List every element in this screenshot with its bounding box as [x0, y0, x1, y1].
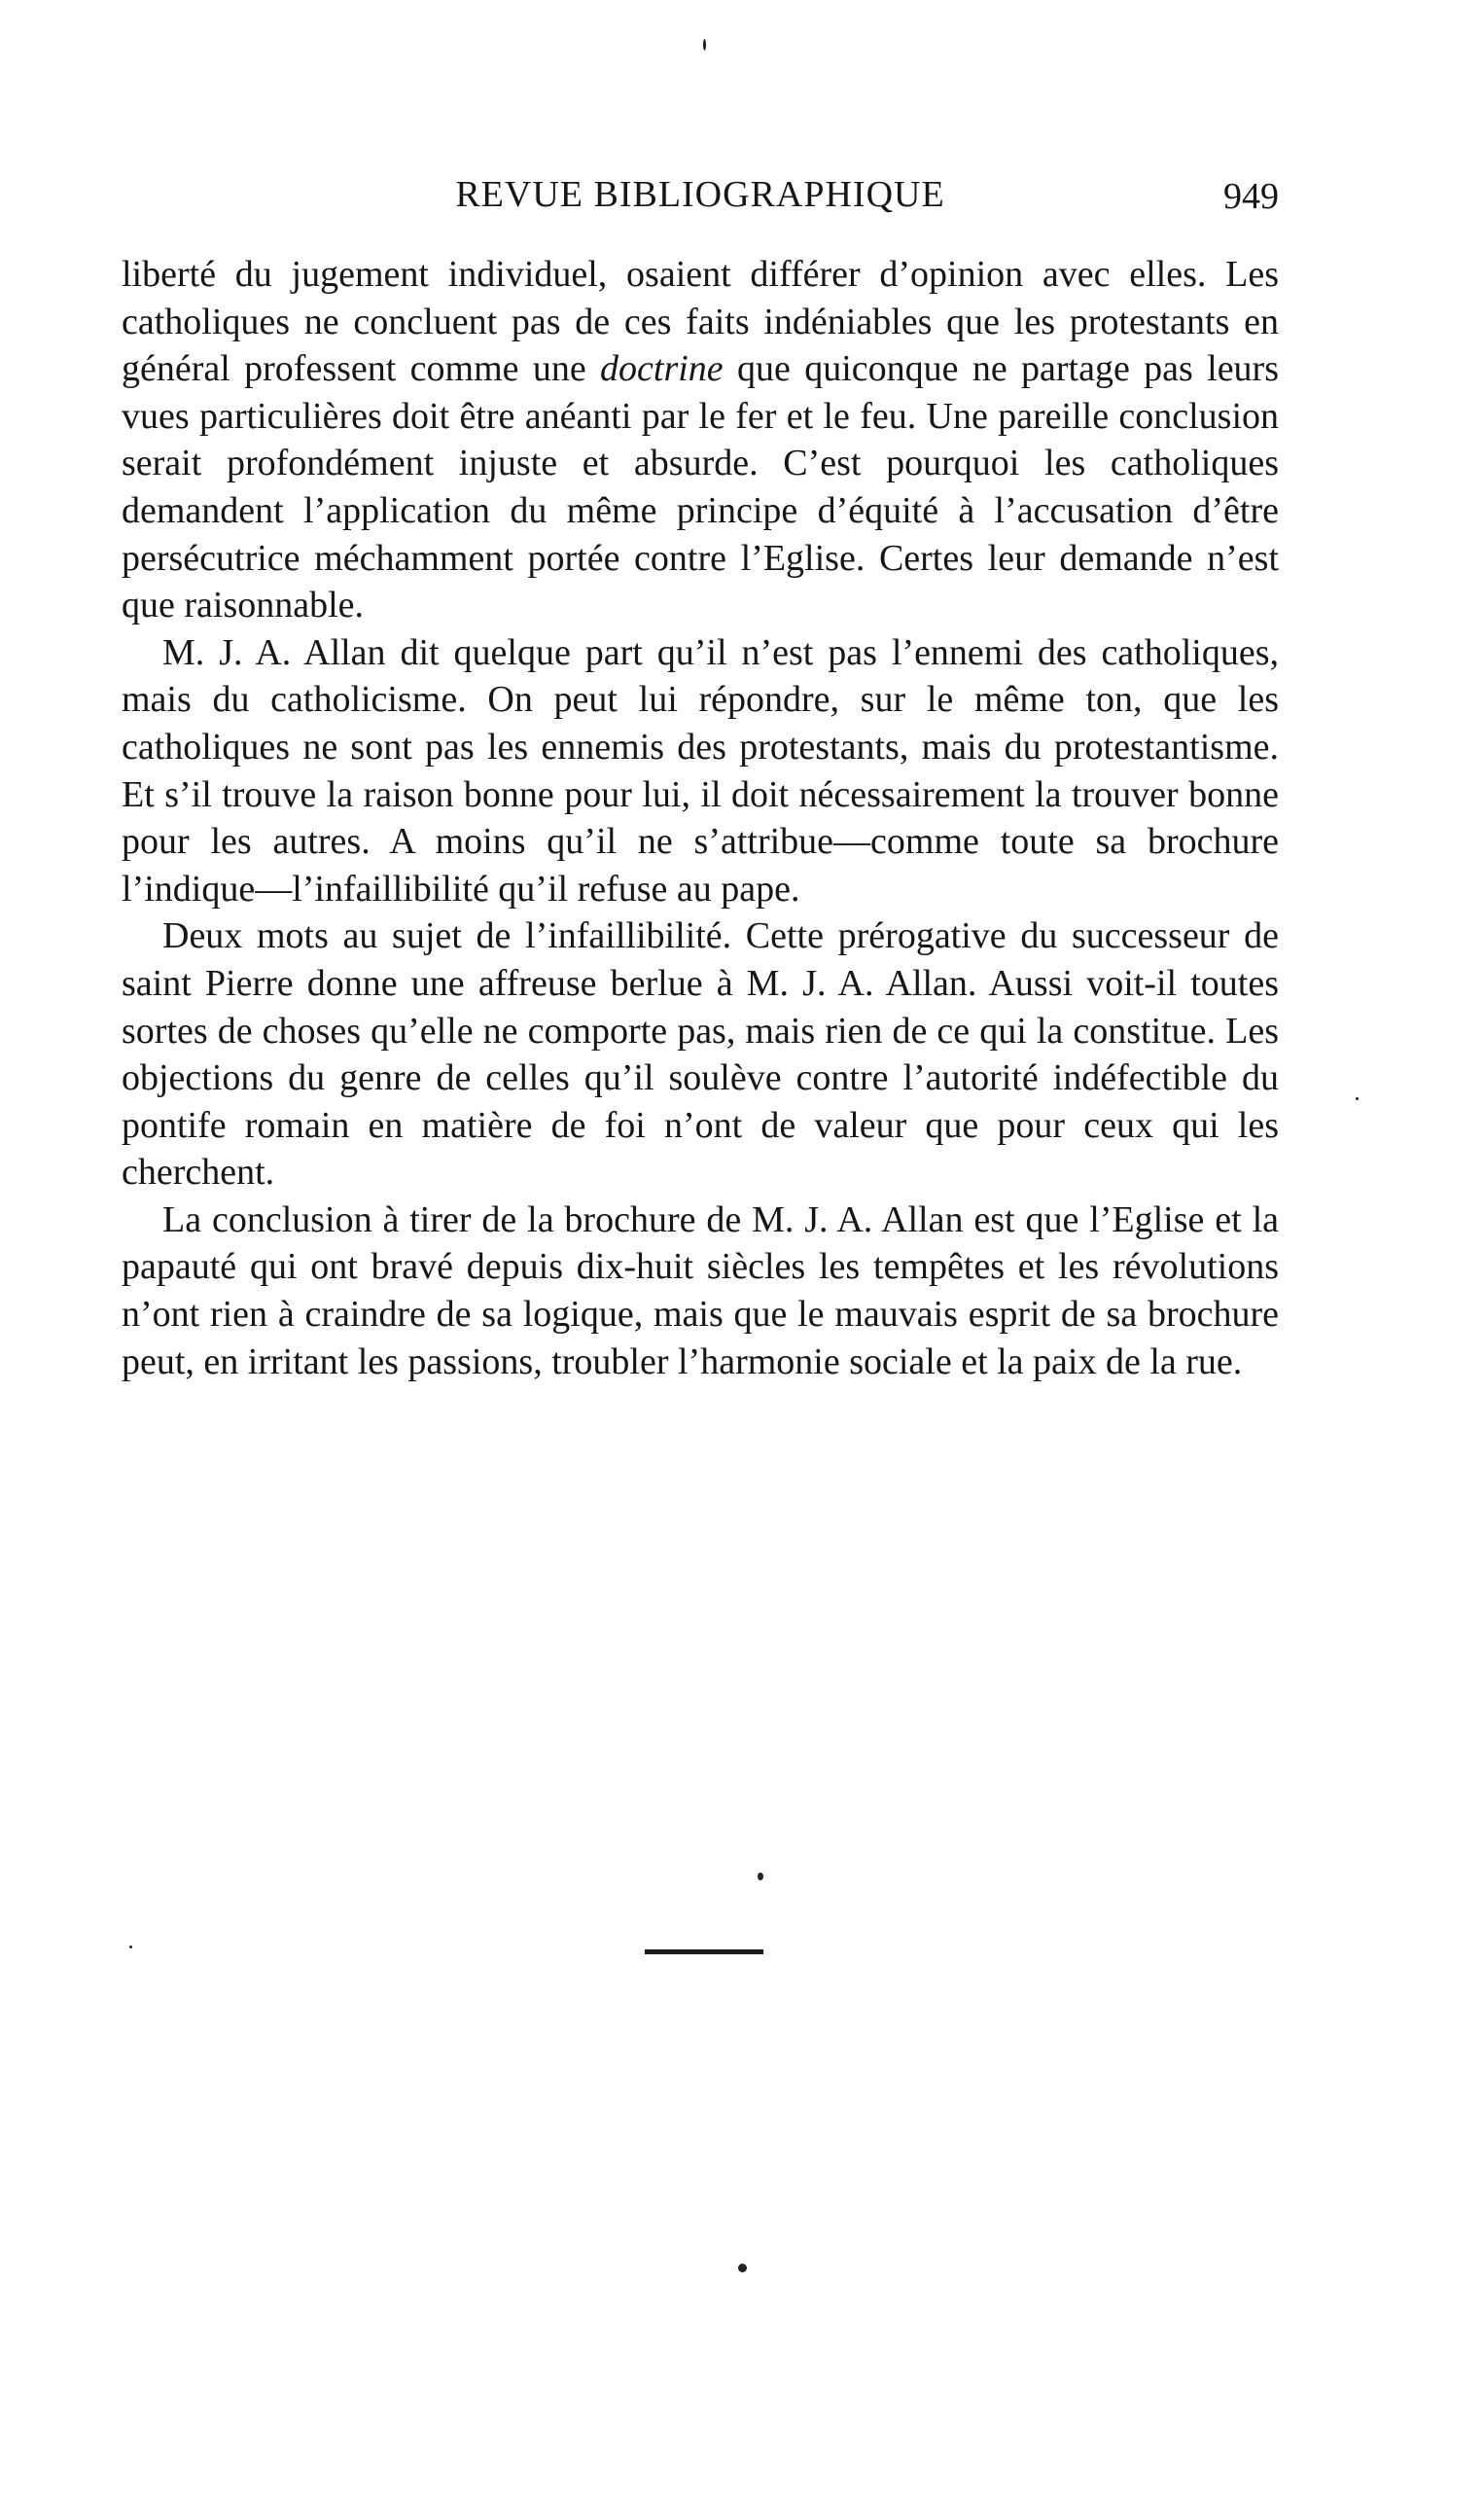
ink-speck [129, 1946, 132, 1948]
paragraph-3: Deux mots au sujet de l’infaillibilité. Cette prérogative du successeur de saint Pierre donne une affreuse berlue à M. J. A. Allan. Aussi voit-il toutes sortes de choses qu’elle ne comporte pas, mais rien de ce qui la constitue. Les objections du genre de celles qu’il soulève contre l’autorité indéfectible du pontife romain en matière de foi n’ont de valeur que pour ceux qui les cherchent. [122, 915, 1279, 1194]
running-head [122, 170, 1279, 229]
paragraph-4: La conclusion à tirer de la brochure de M. J. A. Allan est que l’Eglise et la papauté qui ont bravé depuis dix-huit siècles les tempêtes et les révolutions n’ont rien à craindre de sa logique, mais que le mauvais esprit de sa brochure peut, en irritant les passions, troubler l’harmonie sociale et la paix de la rue. [122, 1198, 1279, 1382]
closing-rule [645, 1949, 763, 1954]
ink-speck [703, 39, 706, 51]
emphasis-doctrine: doctrine [600, 348, 724, 390]
paragraph-1-text-end: que quiconque ne partage pas leurs vues particulières doit être anéanti par le fer et le feu. Une pareille conclusion serait profondément injuste et absurde. C’est pourquoi les catholiques demandent l’application du même principe d’équité à l’accusation d’être persécutrice méchamment portée contre l’Eglise. Certes leur demande n’est que raisonnable. [122, 348, 1280, 626]
paragraph-1-text-start: liberté du jugement individuel, osaient différer d’opinion avec elles. Les catholiques ne concluent pas de ces faits indéniables que les protestants en général professent comme une [122, 254, 1279, 390]
running-title: REVUE BIBLIOGRAPHIQUE [455, 174, 945, 215]
page-number: 949 [1223, 176, 1279, 217]
paragraph-1 [122, 251, 1279, 629]
ink-speck [1356, 1097, 1359, 1100]
paragraph-2: M. J. A. Allan dit quelque part qu’il n’est pas l’ennemi des catholiques, mais du catholicisme. On peut lui répondre, sur le même ton, que les catholiques ne sont pas les ennemis des protestants, mais du protestantisme. Et s’il trouve la raison bonne pour lui, il doit nécessairement la trouver bonne pour les autres. A moins qu’il ne s’attribue—comme toute sa brochure l’indique—l’infaillibilité qu’il refuse au pape. [122, 631, 1279, 910]
ink-speck [758, 1873, 763, 1880]
ink-speck [738, 2264, 747, 2272]
body-text [122, 251, 1279, 1385]
